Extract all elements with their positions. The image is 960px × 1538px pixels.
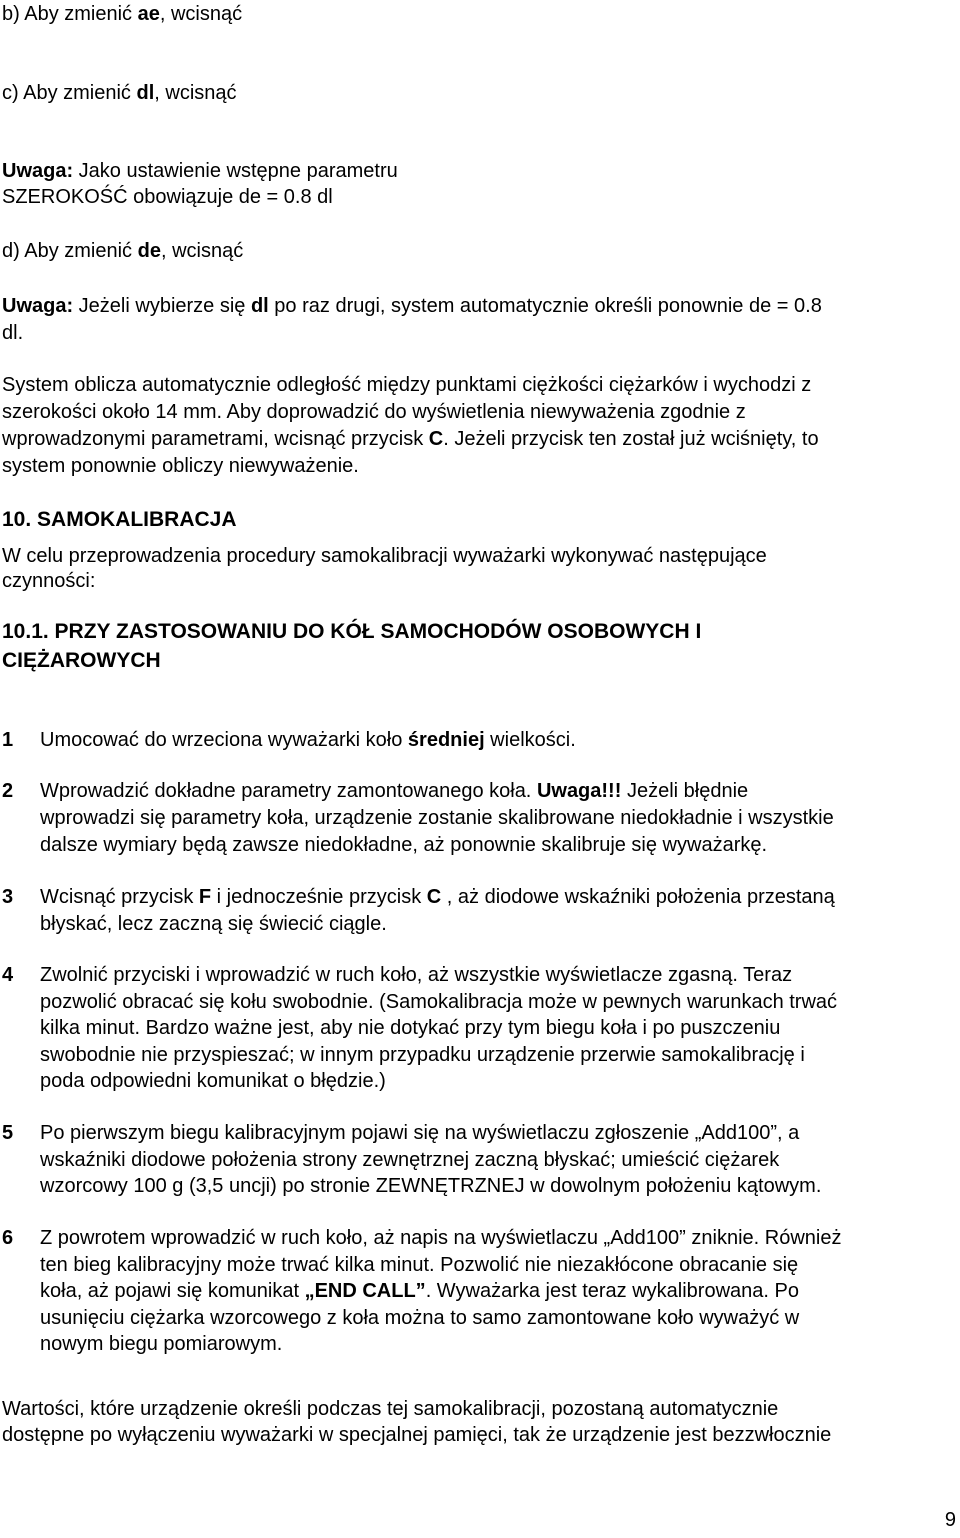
option-d-line: d) Aby zmienić de, wcisnąć [2, 240, 244, 262]
note-2-line-2: dl. [2, 322, 24, 344]
section-intro-line-2: czynności: [2, 570, 96, 592]
system-para-line-1: System oblicza automatycznie odległość między punktami ciężkości ciężarków i wychodzi z [2, 374, 812, 396]
subsection-heading-line-1: 10.1. PRZY ZASTOSOWANIU DO KÓŁ SAMOCHODÓW OSOBOWYCH I [2, 620, 702, 643]
page-number: 9 [944, 1509, 956, 1531]
step-6-line-4: usunięciu ciężarka wzorcowego z koła można to samo zamontowane koło wyważyć w [40, 1307, 800, 1329]
step-5-line-2: wskaźniki diodowe położenia strony zewnętrznej zaczną błyskać; umieścić ciężarek [40, 1149, 780, 1171]
subsection-heading-line-2: CIĘŻAROWYCH [2, 649, 161, 672]
step-3-line-2: błyskać, lecz zaczną się świecić ciągle. [40, 913, 387, 935]
note-1-line-1: Uwaga: Jako ustawienie wstępne parametru [2, 160, 398, 182]
system-para-line-4: system ponownie obliczy niewyważenie. [2, 455, 359, 477]
option-b-line: b) Aby zmienić ae, wcisnąć [2, 3, 243, 25]
step-4-number: 4 [2, 964, 14, 986]
note-1-line-2: SZEROKOŚĆ obowiązuje de = 0.8 dl [2, 186, 333, 208]
step-1-number: 1 [2, 729, 14, 751]
step-6-line-3: koła, aż pojawi się komunikat „END CALL”. Wyważarka jest teraz wykalibrowana. Po [40, 1280, 799, 1302]
option-c-line: c) Aby zmienić dl, wcisnąć [2, 82, 237, 104]
closing-line-1: Wartości, które urządzenie określi podczas tej samokalibracji, pozostaną automatycznie [2, 1398, 779, 1420]
section-intro-line-1: W celu przeprowadzenia procedury samokalibracji wyważarki wykonywać następujące [2, 545, 767, 567]
step-6-line-1: Z powrotem wprowadzić w ruch koło, aż napis na wyświetlaczu „Add100” zniknie. Również [40, 1227, 842, 1249]
closing-line-2: dostępne po wyłączeniu wyważarki w specjalnej pamięci, tak że urządzenie jest bezzwłocznie [2, 1424, 832, 1446]
step-5-number: 5 [2, 1122, 14, 1144]
step-2-line-2: wprowadzi się parametry koła, urządzenie zostanie skalibrowane niedokładnie i wszystkie [40, 807, 834, 829]
step-2-line-3: dalsze wymiary będą zawsze niedokładne, aż ponownie skalibruje się wyważarkę. [40, 834, 768, 856]
step-4-line-3: kilka minut. Bardzo ważne jest, aby nie dotykać przy tym biegu koła i po puszczeniu [40, 1017, 781, 1039]
step-1-line-1: Umocować do wrzeciona wyważarki koło średniej wielkości. [40, 729, 576, 751]
step-5-line-3: wzorcowy 100 g (3,5 uncji) po stronie ZEWNĘTRZNEJ w dowolnym położeniu kątowym. [40, 1175, 822, 1197]
step-4-line-5: poda odpowiedni komunikat o błędzie.) [40, 1070, 386, 1092]
step-4-line-2: pozwolić obracać się kołu swobodnie. (Samokalibracja może w pewnych warunkach trwać [40, 991, 838, 1013]
step-5-line-1: Po pierwszym biegu kalibracyjnym pojawi się na wyświetlaczu zgłoszenie „Add100”, a [40, 1122, 800, 1144]
step-6-line-2: ten bieg kalibracyjny może trwać kilka minut. Pozwolić nie niezakłócone obracanie się [40, 1254, 799, 1276]
step-4-line-4: swobodnie nie przyspieszać; w innym przypadku urządzenie przerwie samokalibrację i [40, 1044, 805, 1066]
step-6-number: 6 [2, 1227, 14, 1249]
step-2-number: 2 [2, 780, 14, 802]
step-6-line-5: nowym biegu pomiarowym. [40, 1333, 283, 1355]
step-4-line-1: Zwolnić przyciski i wprowadzić w ruch koło, aż wszystkie wyświetlacze zgasną. Teraz [40, 964, 793, 986]
system-para-line-3: wprowadzonymi parametrami, wcisnąć przycisk C. Jeżeli przycisk ten został już wciśnięty, to [2, 428, 819, 450]
step-2-line-1: Wprowadzić dokładne parametry zamontowanego koła. Uwaga!!! Jeżeli błędnie [40, 780, 749, 802]
step-3-line-1: Wcisnąć przycisk F i jednocześnie przycisk C , aż diodowe wskaźniki położenia przestaną [40, 886, 835, 908]
system-para-line-2: szerokości około 14 mm. Aby doprowadzić do wyświetlenia niewyważenia zgodnie z [2, 401, 746, 423]
note-2-line-1: Uwaga: Jeżeli wybierze się dl po raz drugi, system automatycznie określi ponownie de = 0.8 [2, 295, 822, 317]
section-heading: 10. SAMOKALIBRACJA [2, 508, 237, 531]
step-3-number: 3 [2, 886, 14, 908]
